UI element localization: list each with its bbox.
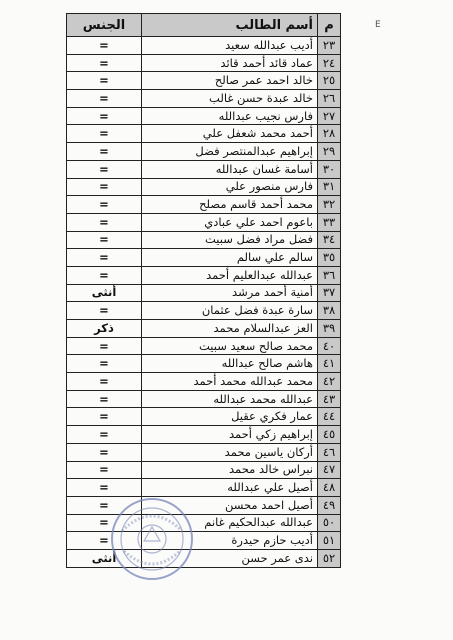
table-row [67,196,341,214]
table-row [67,213,341,231]
table-row [67,532,341,550]
student-gender: = [67,266,142,284]
student-name: سارة عبدة فضل عثمان [142,302,318,320]
table-row [67,249,341,267]
student-gender: = [67,231,142,249]
student-name: سالم علي سالم [142,249,318,267]
student-name: إبراهيم عبدالمنتصر فضل [142,143,318,161]
row-number: ٣٧ [318,284,341,302]
student-gender: = [67,160,142,178]
student-name: عماد قائد أحمد قائد [142,54,318,72]
student-gender: ذكر [67,320,142,338]
student-name: عبدالله محمد عبدالله [142,390,318,408]
row-number: ٣٥ [318,249,341,267]
row-number: ٤٢ [318,373,341,391]
student-name: عبدالله عبدالحكيم غانم [142,514,318,532]
student-gender: = [67,532,142,550]
student-gender: = [67,479,142,497]
student-gender: = [67,37,142,55]
row-number: ٢٨ [318,125,341,143]
student-name: فارس منصور علي [142,178,318,196]
row-number: ٢٥ [318,72,341,90]
table-row [67,302,341,320]
student-name: أركان ياسين محمد [142,443,318,461]
table-row [67,373,341,391]
row-number: ٣٢ [318,196,341,214]
table-row [67,54,341,72]
row-number: ٢٩ [318,143,341,161]
official-stamp [110,497,194,581]
student-name: نبراس خالد محمد [142,461,318,479]
row-number: ٣٩ [318,320,341,338]
student-gender: = [67,107,142,125]
student-name: باعوم احمد علي عبادي [142,213,318,231]
student-name: أسامة غسان عبدالله [142,160,318,178]
table-row [67,125,341,143]
row-number: ٤٤ [318,408,341,426]
table-row [67,426,341,444]
row-number: ٣٤ [318,231,341,249]
row-number: ٢٦ [318,90,341,108]
student-gender: = [67,426,142,444]
student-name: العز عبدالسلام محمد [142,320,318,338]
row-number: ٤٠ [318,337,341,355]
table-row [67,90,341,108]
student-gender: = [67,249,142,267]
student-gender: = [67,72,142,90]
table-row [67,408,341,426]
table-row [67,160,341,178]
row-number: ٥٢ [318,549,341,567]
student-gender: = [67,143,142,161]
student-gender: أنثى [67,284,142,302]
student-name: أصيل علي عبدالله [142,479,318,497]
student-name: خالد عبدة حسن غالب [142,90,318,108]
row-number: ٣٦ [318,266,341,284]
row-number: ٣٨ [318,302,341,320]
row-number: ٤٨ [318,479,341,497]
student-name: إبراهيم زكي أحمد [142,426,318,444]
row-number: ٤٧ [318,461,341,479]
student-name: عبدالله عبدالعليم أحمد [142,266,318,284]
student-gender: = [67,443,142,461]
student-name: فضل مراد فضل سبيت [142,231,318,249]
student-gender: = [67,90,142,108]
student-name: خالد احمد عمر صالح [142,72,318,90]
header-gender: الجنس [67,14,142,37]
student-gender: = [67,196,142,214]
table-row [67,390,341,408]
student-gender: = [67,514,142,532]
row-number: ٥١ [318,532,341,550]
student-gender: = [67,461,142,479]
header-number: م [318,14,341,37]
student-gender: = [67,373,142,391]
row-number: ٢٣ [318,37,341,55]
row-number: ٥٠ [318,514,341,532]
student-name: محمد عبدالله محمد أحمد [142,373,318,391]
student-gender: = [67,302,142,320]
student-name: محمد صالح سعيد سبيت [142,337,318,355]
table-row [67,266,341,284]
table-row [67,549,341,567]
header-student-name: أسم الطالب [142,14,318,37]
student-gender: = [67,213,142,231]
table-row [67,231,341,249]
student-name: أحمد محمد شعفل علي [142,125,318,143]
table-row [67,320,341,338]
student-name: هاشم صالح عبدالله [142,355,318,373]
student-name: أديب حازم حيدرة [142,532,318,550]
table-row [67,496,341,514]
row-number: ٤٦ [318,443,341,461]
student-gender: = [67,390,142,408]
student-name: أمنية أحمد مرشد [142,284,318,302]
table-row [67,514,341,532]
student-name: ندى عمر حسن [142,549,318,567]
row-number: ٢٧ [318,107,341,125]
student-name: عمار فكري عقيل [142,408,318,426]
student-name: فارس نجيب عبدالله [142,107,318,125]
student-gender: = [67,408,142,426]
student-gender: = [67,54,142,72]
table-row [67,107,341,125]
row-number: ٣٣ [318,213,341,231]
table-row [67,355,341,373]
student-name: أصيل احمد محسن [142,496,318,514]
row-number: ٣٠ [318,160,341,178]
table-row [67,337,341,355]
table-row [67,143,341,161]
student-gender: = [67,337,142,355]
student-gender: = [67,355,142,373]
table-row [67,443,341,461]
student-name: محمد أحمد قاسم مصلح [142,196,318,214]
table-row [67,479,341,497]
student-name: أديب عبدالله سعيد [142,37,318,55]
row-number: ٣١ [318,178,341,196]
table-row [67,72,341,90]
student-gender: أنثى [67,549,142,567]
corner-mark: E [375,20,381,30]
row-number: ٤٩ [318,496,341,514]
row-number: ٤٥ [318,426,341,444]
student-gender: = [67,496,142,514]
student-gender: = [67,178,142,196]
table-row [67,178,341,196]
row-number: ٤٣ [318,390,341,408]
table-header-row [67,14,341,37]
table-row [67,284,341,302]
student-gender: = [67,125,142,143]
table-row [67,37,341,55]
student-table [66,13,341,568]
row-number: ٤١ [318,355,341,373]
table-row [67,461,341,479]
row-number: ٢٤ [318,54,341,72]
